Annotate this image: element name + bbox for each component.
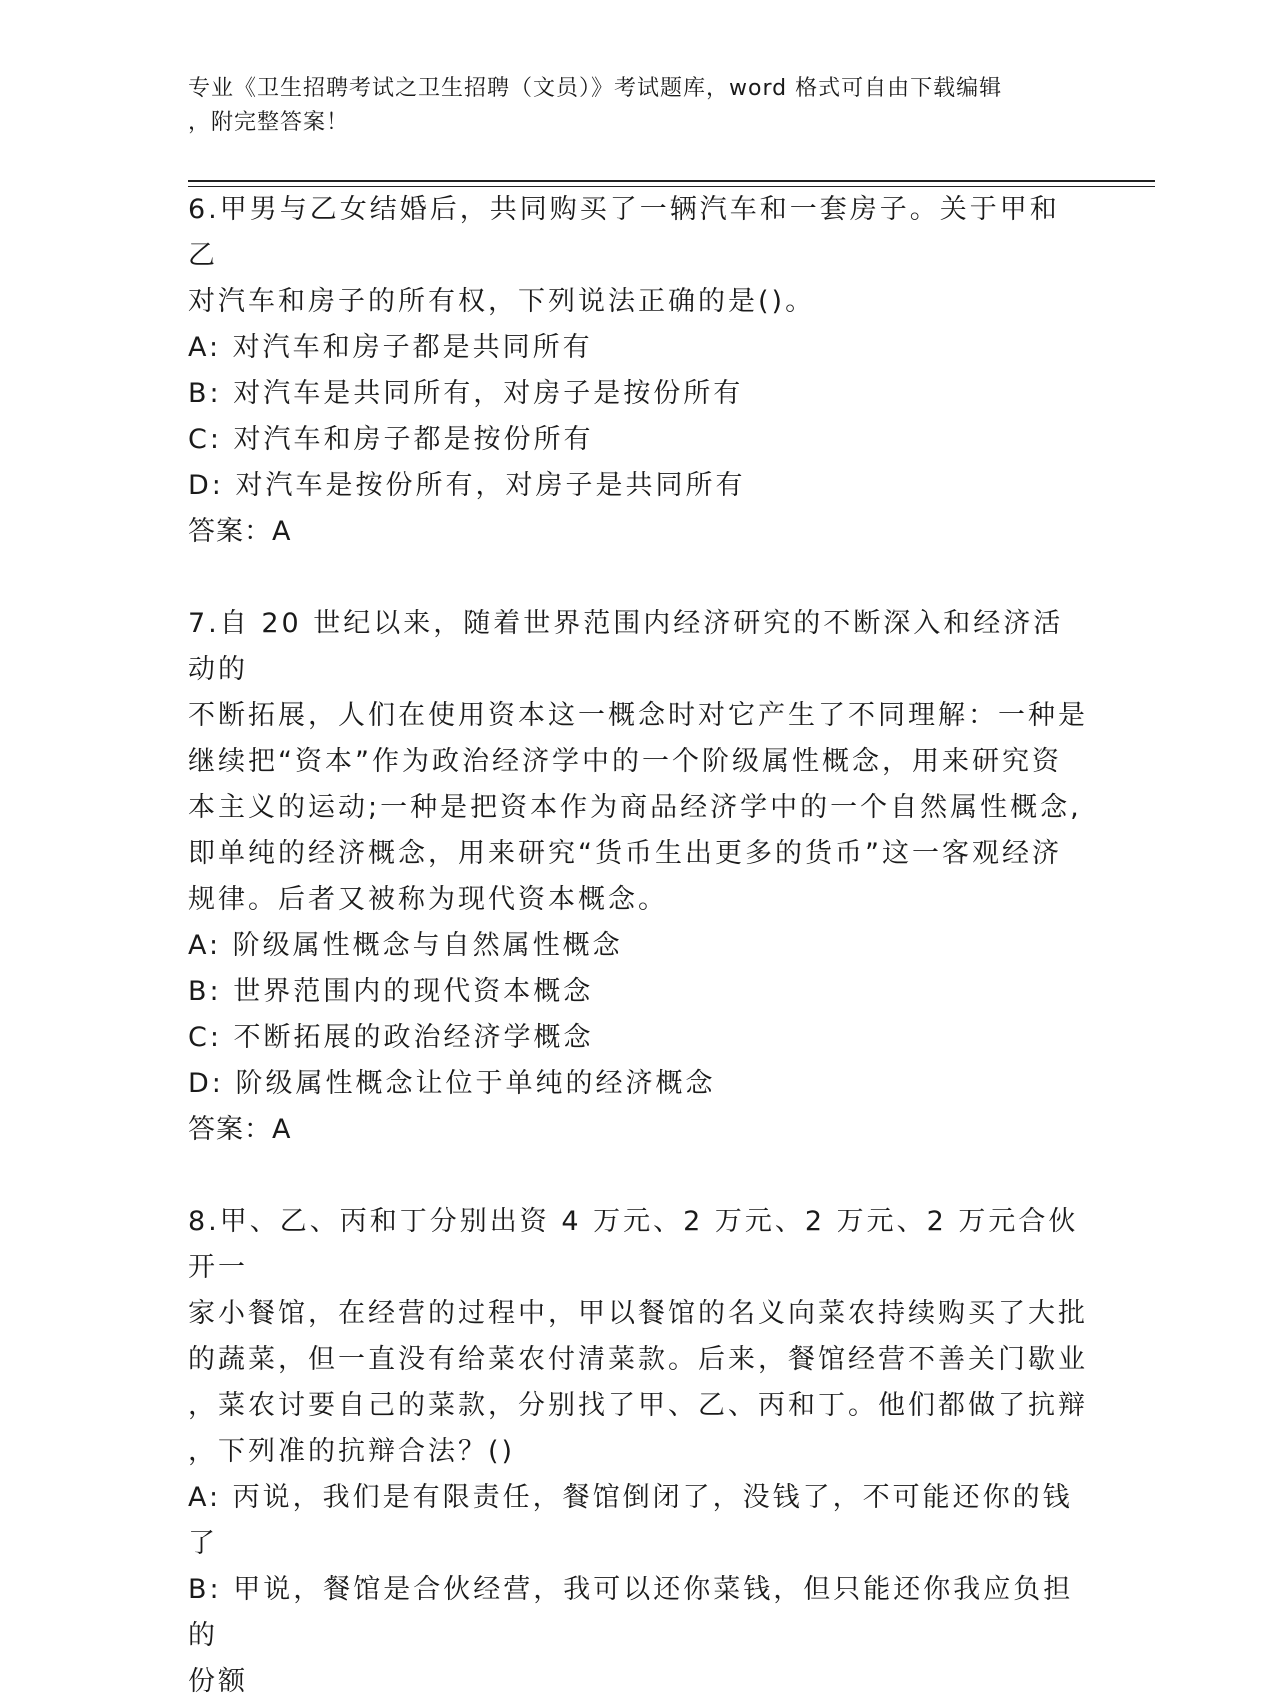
option-b: B: 甲说，餐馆是合伙经营，我可以还你菜钱，但只能还你我应负担的	[188, 1574, 1074, 1651]
question-stem-line: 家小餐馆，在经营的过程中，甲以餐馆的名义向菜农持续购买了大批	[188, 1298, 1088, 1329]
option-a: A: 对汽车和房子都是共同所有	[188, 332, 593, 363]
question-8	[188, 1199, 1088, 1705]
question-7	[188, 601, 1088, 1153]
option-a: A: 阶级属性概念与自然属性概念	[188, 930, 623, 961]
question-stem-line: 规律。后者又被称为现代资本概念。	[188, 884, 668, 915]
question-stem-line: 7.自 20 世纪以来，随着世界范围内经济研究的不断深入和经济活动的	[188, 608, 1064, 685]
question-stem-line: ，菜农讨要自己的菜款，分别找了甲、乙、丙和丁。他们都做了抗辩	[188, 1390, 1088, 1421]
option-b: B: 世界范围内的现代资本概念	[188, 976, 594, 1007]
option-a: A: 丙说，我们是有限责任，餐馆倒闭了，没钱了，不可能还你的钱了	[188, 1482, 1073, 1559]
header-divider-thick	[188, 180, 1155, 182]
question-6	[188, 187, 1088, 555]
question-stem-line: ，下列准的抗辩合法？()	[188, 1436, 516, 1467]
header-line-1: 专业《卫生招聘考试之卫生招聘（文员）》考试题库，word 格式可自由下载编辑	[188, 76, 1003, 101]
question-list	[188, 187, 1088, 1705]
answer-line: 答案：A	[188, 516, 292, 547]
option-c: C: 对汽车和房子都是按份所有	[188, 424, 594, 455]
option-b-continued: 份额	[188, 1666, 248, 1697]
document-header	[188, 72, 1078, 140]
question-stem-line: 的蔬菜，但一直没有给菜农付清菜款。后来，餐馆经营不善关门歇业	[188, 1344, 1088, 1375]
question-stem-line: 8.甲、乙、丙和丁分别出资 4 万元、2 万元、2 万元、2 万元合伙开一	[188, 1206, 1079, 1283]
question-stem-line: 不断拓展，人们在使用资本这一概念时对它产生了不同理解：一种是	[188, 700, 1088, 731]
option-b: B: 对汽车是共同所有，对房子是按份所有	[188, 378, 744, 409]
option-d: D: 阶级属性概念让位于单纯的经济概念	[188, 1068, 716, 1099]
header-line-2: ，附完整答案！	[188, 110, 350, 135]
question-stem-line: 继续把“资本”作为政治经济学中的一个阶级属性概念，用来研究资	[188, 746, 1062, 777]
option-c: C: 不断拓展的政治经济学概念	[188, 1022, 594, 1053]
question-stem-line: 对汽车和房子的所有权，下列说法正确的是()。	[188, 286, 816, 317]
question-stem-line: 即单纯的经济概念，用来研究“货币生出更多的货币”这一客观经济	[188, 838, 1062, 869]
question-stem-line: 本主义的运动;一种是把资本作为商品经济学中的一个自然属性概念,	[188, 792, 1082, 823]
question-stem-line: 6.甲男与乙女结婚后，共同购买了一辆汽车和一套房子。关于甲和乙	[188, 194, 1060, 271]
answer-line: 答案：A	[188, 1114, 292, 1145]
option-d: D: 对汽车是按份所有，对房子是共同所有	[188, 470, 746, 501]
